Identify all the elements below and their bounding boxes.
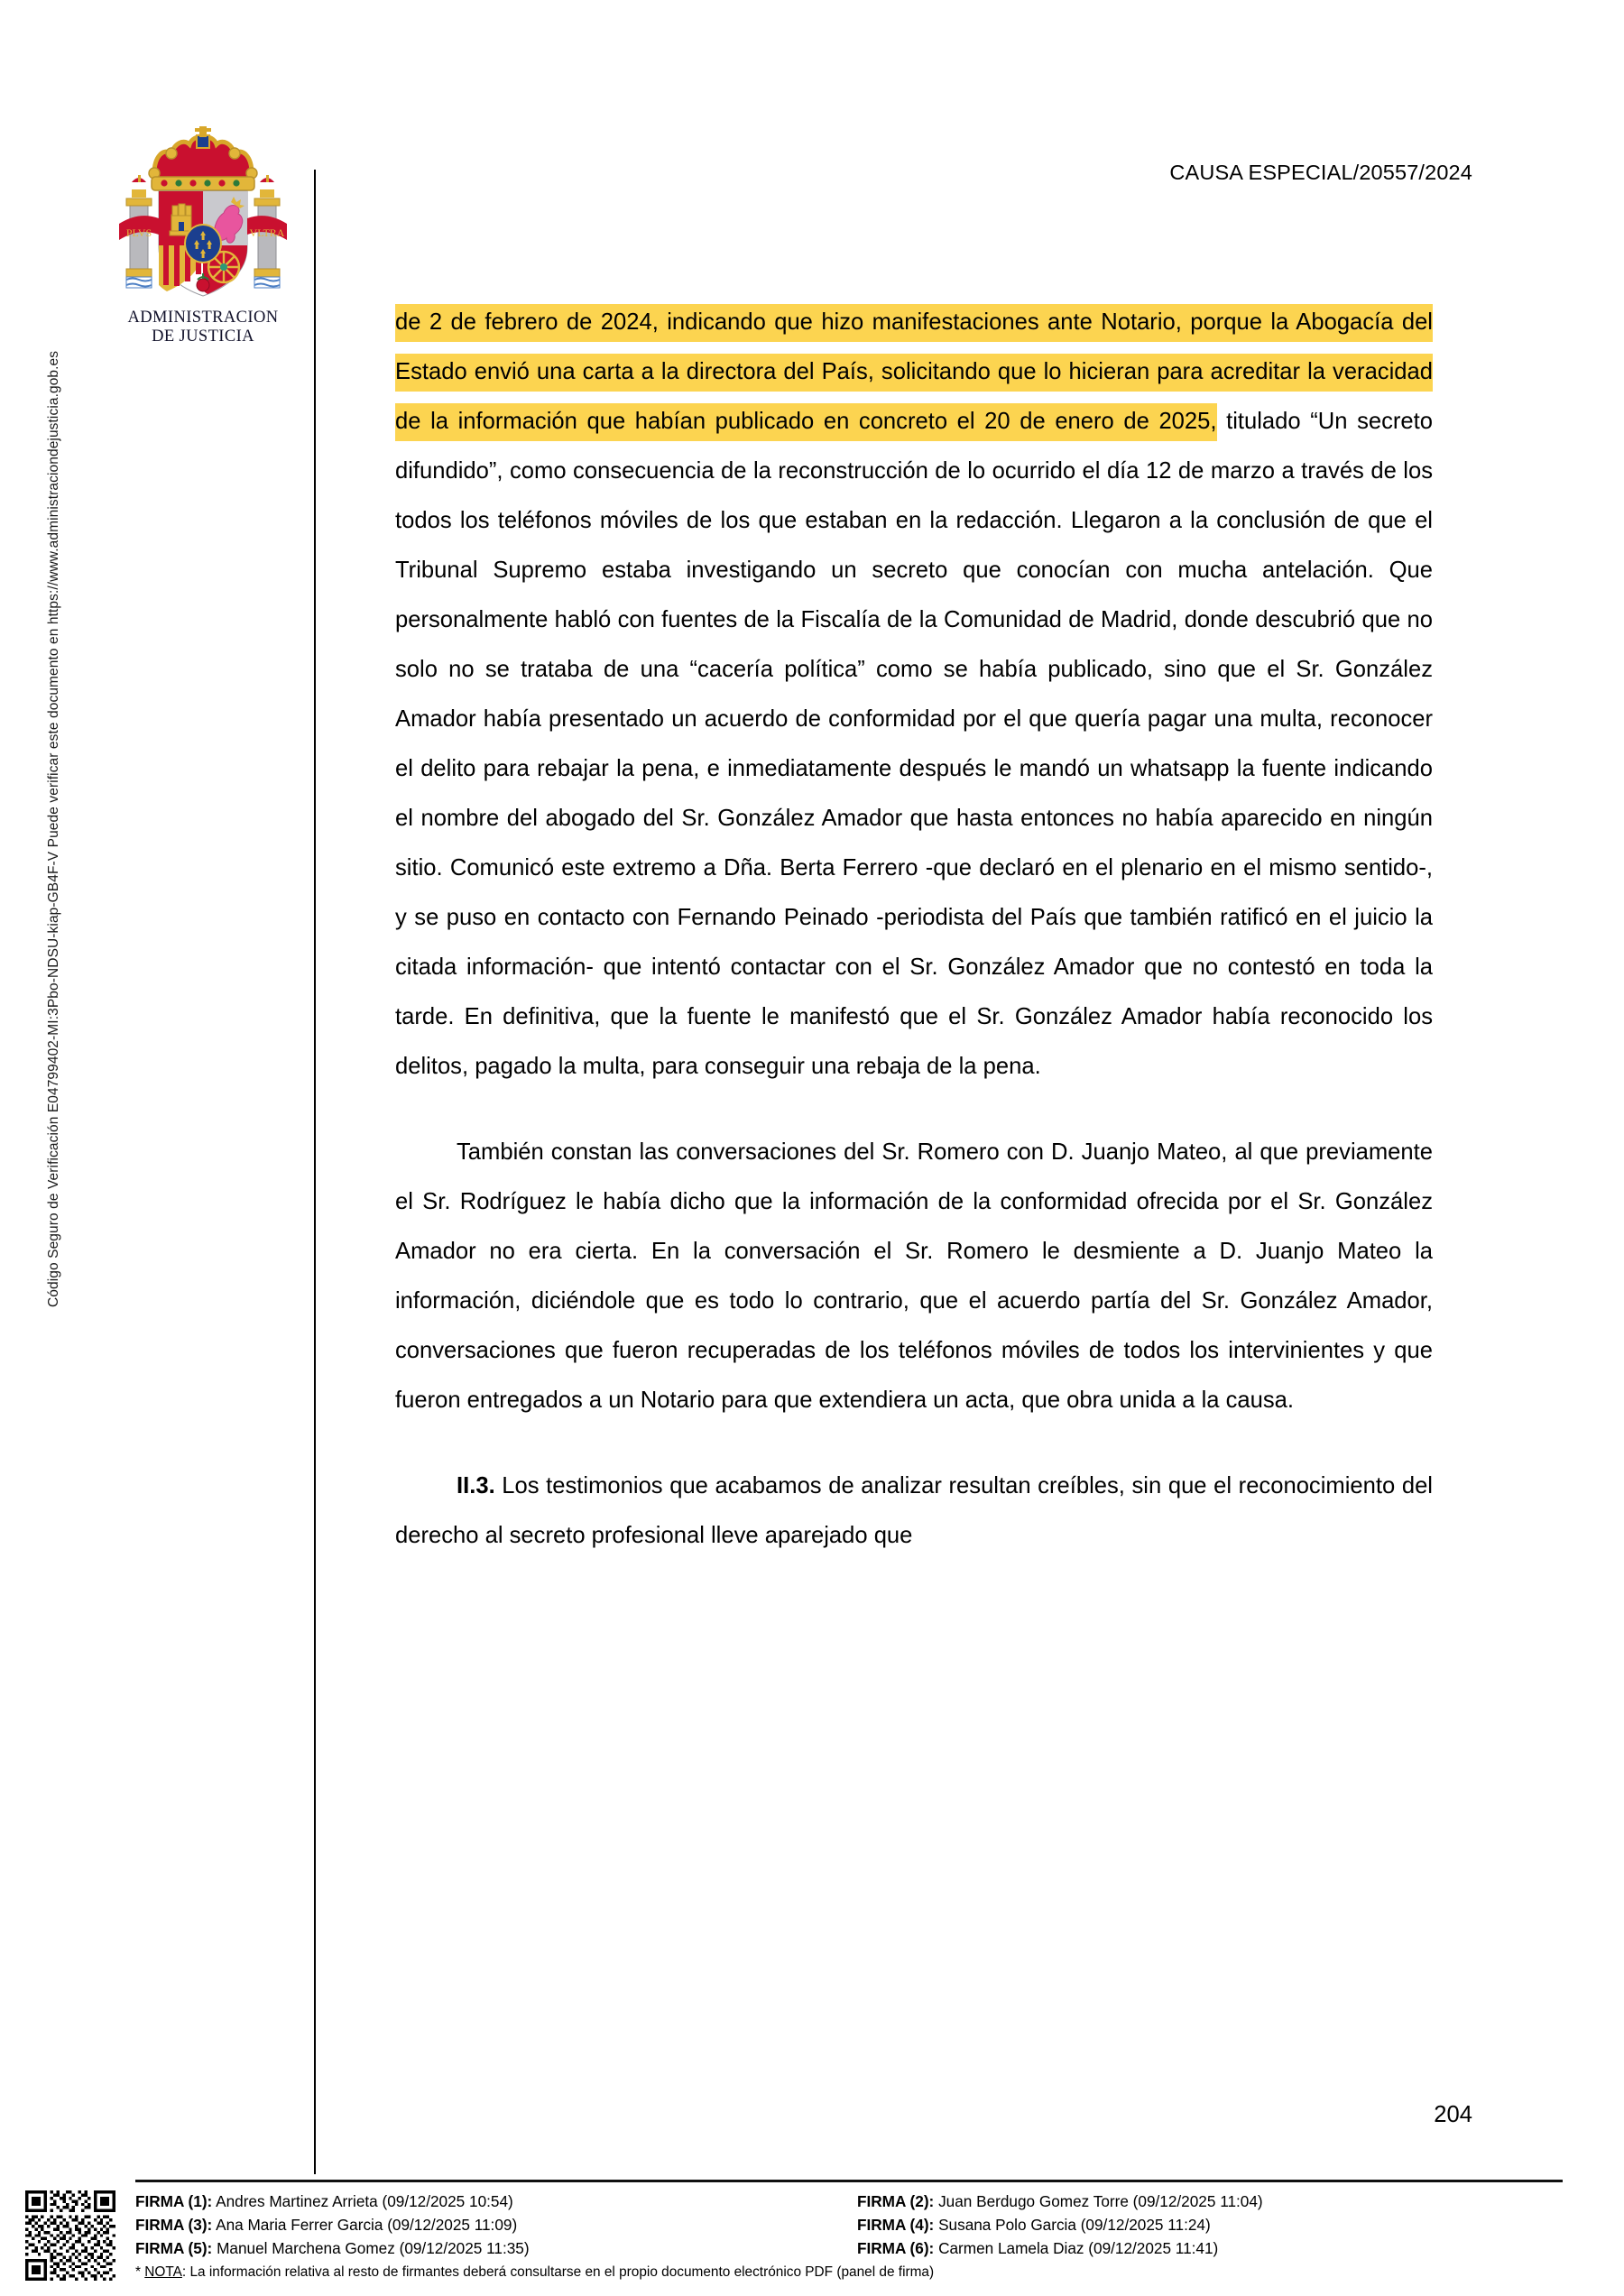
- spain-coat-of-arms-icon: [108, 126, 298, 307]
- signature-label: FIRMA (2):: [857, 2192, 935, 2210]
- signature-entry: [857, 2237, 1570, 2260]
- verification-side-strip: [0, 0, 63, 2147]
- signature-entry: [857, 2214, 1570, 2236]
- note-asterisk: *: [135, 2264, 145, 2280]
- emblem-caption-line-2: DE JUSTICIA: [152, 327, 254, 346]
- document-body: [395, 298, 1433, 1561]
- page-number: 204: [1434, 2102, 1472, 2127]
- signature-value: Susana Polo Garcia (09/12/2025 11:24): [934, 2216, 1211, 2234]
- signature-entry: [135, 2237, 857, 2260]
- signature-value: Ana Maria Ferrer Garcia (09/12/2025 11:09): [212, 2216, 518, 2234]
- document-footer: [0, 2167, 1624, 2296]
- signature-value: Andres Martinez Arrieta (09/12/2025 10:54): [212, 2192, 513, 2210]
- signature-entry: [135, 2214, 857, 2236]
- signature-label: FIRMA (1):: [135, 2192, 213, 2210]
- case-reference-header: CAUSA ESPECIAL/20557/2024: [1169, 161, 1472, 184]
- note-text: : La información relativa al resto de firmantes deberá consultarse en el propio documento electrónico PDF (panel de firma): [181, 2264, 935, 2280]
- verification-code-text: Código Seguro de Verificación E04799402-MI:3Pbo-NDSU-kiap-GB4F-V Puede verificar este documento en https://www.administraciondejusticia.gob.es: [46, 350, 61, 1307]
- signature-label: FIRMA (3):: [135, 2216, 213, 2234]
- paragraph-1-continuation: titulado “Un secreto difundido”, como consecuencia de la reconstrucción de lo ocurrido el día 12 de marzo a través de los todos los teléfonos móviles de los que estaban en la redacción. Llegaron a la conclusión de que el Tribunal Supremo estaba investigando un secreto que conocían con mucha antelación. Que personalmente habló con fuentes de la Fiscalía de la Comunidad de Madrid, donde descubrió que no solo no se trataba de una “cacería política” como se había publicado, sino que el Sr. González Amador había presentado un acuerdo de conformidad por el que quería pagar una multa, reconocer el delito para rebajar la pena, e inmediatamente después le mandó un whatsapp la fuente indicando el nombre del abogado del Sr. González Amador que hasta entonces no había aparecido en ningún sitio. Comunicó este extremo a Dña. Berta Ferrero -que declaró en el plenario en el mismo sentido-, y se puso en contacto con Fernando Peinado -periodista del País que también ratificó en el juicio la citada información- que intentó contactar con el Sr. González Amador que no contestó en toda la tarde. En definitiva, que la fuente le manifestó que el Sr. González Amador había reconocido los delitos, pagado la multa, para conseguir una rebaja de la pena.: [395, 409, 1433, 1079]
- motto-left-text: PLVS: [125, 226, 152, 239]
- footer-note: [135, 2264, 934, 2282]
- signature-label: FIRMA (4):: [857, 2216, 935, 2234]
- signature-entry: [135, 2190, 857, 2213]
- note-keyword: NOTA: [144, 2264, 182, 2280]
- motto-right-text: VLTRA: [249, 226, 285, 239]
- paragraph-1: [395, 298, 1433, 1092]
- signature-value: Juan Berdugo Gomez Torre (09/12/2025 11:04): [934, 2192, 1263, 2210]
- signature-value: Manuel Marchena Gomez (09/12/2025 11:35): [212, 2239, 530, 2257]
- emblem-caption-line-1: ADMINISTRACION: [127, 309, 279, 327]
- section-marker: II.3.: [457, 1473, 495, 1498]
- verification-qr-code-icon: [25, 2190, 115, 2281]
- highlighted-passage: de 2 de febrero de 2024, indicando que hizo manifestaciones ante Notario, porque la Abogacía del Estado envió una carta a la directora del País, solicitando que lo hicieran para acreditar la veracidad de la información que habían publicado en concreto el 20 de enero de 2025,: [395, 304, 1433, 441]
- signature-entry: [857, 2190, 1570, 2213]
- signature-value: Carmen Lamela Diaz (09/12/2025 11:41): [934, 2239, 1219, 2257]
- paragraph-3: [395, 1462, 1433, 1561]
- signature-list: [135, 2190, 1570, 2260]
- footer-divider: [135, 2180, 1563, 2182]
- signature-label: FIRMA (5):: [135, 2239, 213, 2257]
- paragraph-3-text: Los testimonios que acabamos de analizar resultan creíbles, sin que el reconocimiento del derecho al secreto profesional lleve aparejado que: [395, 1473, 1433, 1548]
- signature-label: FIRMA (6):: [857, 2239, 935, 2257]
- paragraph-2: También constan las conversaciones del Sr. Romero con D. Juanjo Mateo, al que previamente el Sr. Rodríguez le había dicho que la información de la conformidad ofrecida por el Sr. González Amador no era cierta. En la conversación el Sr. Romero le desmiente a D. Juanjo Mateo la información, diciéndole que es todo lo contrario, que el acuerdo partía del Sr. González Amador, conversaciones que fueron recuperadas de los teléfonos móviles de todos los intervinientes y que fueron entregados a un Notario para que extendiera un acta, que obra unida a la causa.: [395, 1139, 1433, 1413]
- coat-of-arms-block: [99, 126, 307, 346]
- margin-divider-rule: [314, 170, 316, 2174]
